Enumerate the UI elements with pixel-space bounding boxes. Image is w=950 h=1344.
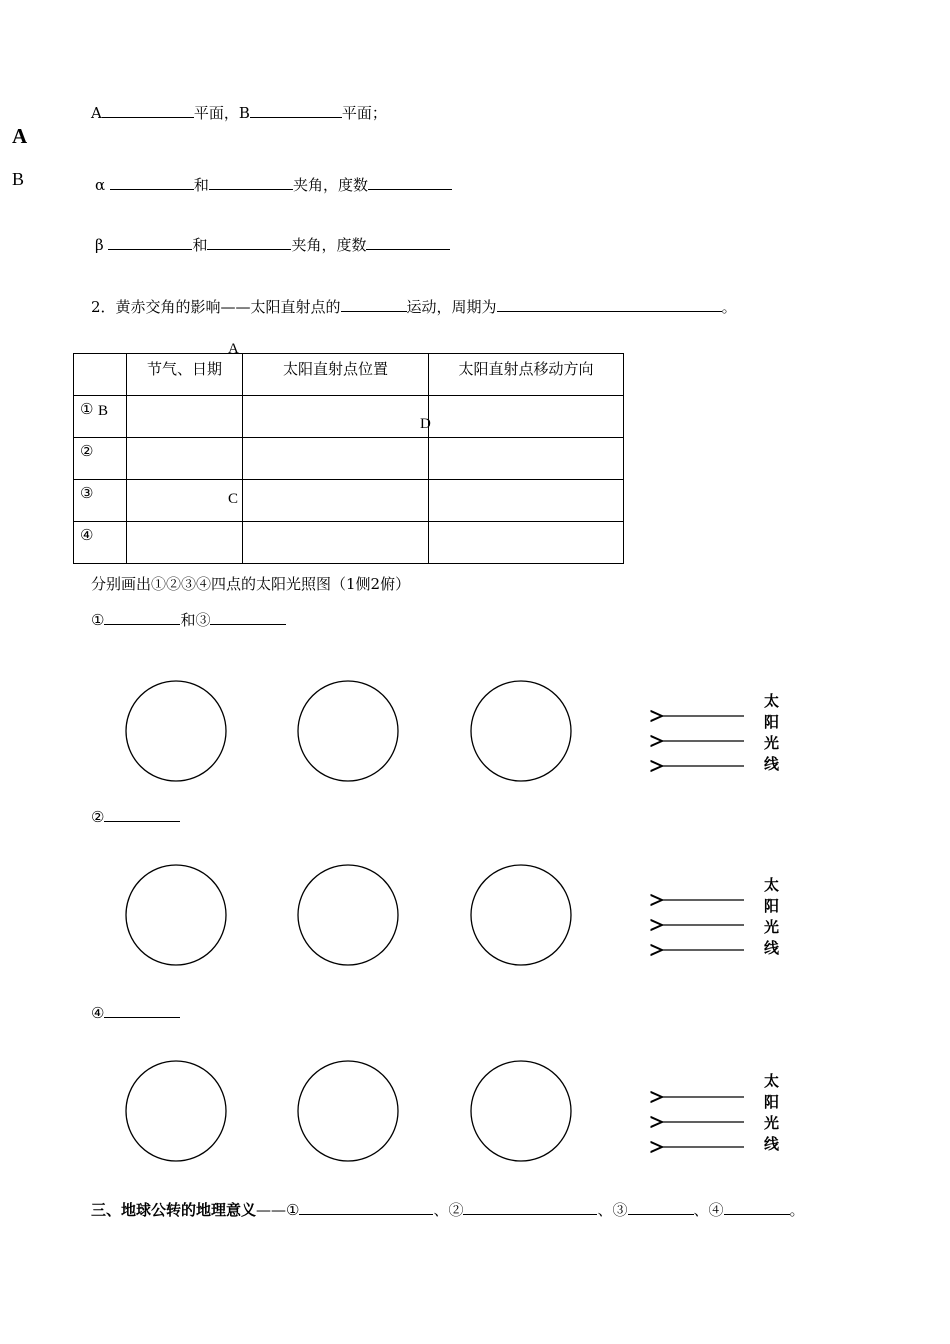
table-header-cell: 太阳直射点位置 <box>243 354 429 396</box>
earth-circle[interactable] <box>471 681 571 781</box>
earth-circle[interactable] <box>126 865 226 965</box>
significance-blank-1[interactable] <box>299 1199 433 1215</box>
plane-b-suffix: 平面； <box>341 104 387 122</box>
sunlight-char: 太 <box>764 876 780 894</box>
plane-a-prefix: A <box>91 104 102 122</box>
sunlight-char: 线 <box>764 755 780 773</box>
row-number: ③ <box>74 480 127 522</box>
q2-end: 。 <box>721 298 737 316</box>
q2-middle: 运动，周期为 <box>406 298 497 316</box>
section-3 <box>91 1199 805 1220</box>
table-header-cell: 太阳直射点移动方向 <box>429 354 624 396</box>
q2-text: 2．黄赤交角的影响——太阳直射点的 <box>91 298 341 316</box>
earth-circle[interactable] <box>126 1061 226 1161</box>
sunlight-label <box>764 691 779 775</box>
overlay-letter-c: C <box>228 491 239 507</box>
table-header-cell: 节气、日期 <box>127 354 243 396</box>
earth-circle[interactable] <box>126 681 226 781</box>
sunlight-char: 太 <box>764 692 780 710</box>
section3-dash: ——① <box>256 1201 300 1219</box>
section3-sep2: 、② <box>433 1201 464 1219</box>
sunlight-char: 阳 <box>764 1093 780 1111</box>
sunlight-char: 阳 <box>764 713 780 731</box>
overlay-letter-a: A <box>228 341 239 357</box>
significance-blank-2[interactable] <box>463 1199 597 1215</box>
row-number: ② <box>74 438 127 480</box>
beta-symbol: β <box>95 236 104 254</box>
sunlight-char: 线 <box>764 939 780 957</box>
margin-label-a: A <box>12 124 28 148</box>
row-number: ① <box>74 396 127 438</box>
earth-circle[interactable] <box>298 1061 398 1161</box>
overlay-letter-b: B <box>98 403 109 419</box>
section3-title: 三、地球公转的地理意义 <box>91 1201 257 1219</box>
significance-blank-4[interactable] <box>724 1199 790 1215</box>
earth-circle[interactable] <box>298 865 398 965</box>
section3-sep3: 、③ <box>597 1201 628 1219</box>
margin-label-b: B <box>12 169 25 189</box>
group2-number: ② <box>91 808 105 826</box>
plane-a-suffix: 平面，B <box>193 104 250 122</box>
beta-angle-label: 夹角，度数 <box>291 236 367 254</box>
sunlight-label <box>764 1071 779 1155</box>
sunlight-label <box>764 875 779 959</box>
alpha-angle-label: 夹角，度数 <box>292 176 368 194</box>
earth-circle[interactable] <box>298 681 398 781</box>
sunlight-char: 线 <box>764 1135 780 1153</box>
group3-number: ④ <box>91 1004 105 1022</box>
significance-blank-3[interactable] <box>628 1199 694 1215</box>
group1-first: ① <box>91 611 105 629</box>
section3-sep4: 、④ <box>693 1201 724 1219</box>
sunlight-char: 光 <box>764 918 780 936</box>
sunlight-char: 阳 <box>764 897 780 915</box>
sunlight-char: 光 <box>764 1114 780 1132</box>
sunlight-char: 太 <box>764 1072 780 1090</box>
sunlight-char: 光 <box>764 734 780 752</box>
draw-instruction: 分别画出①②③④四点的太阳光照图（1侧2俯） <box>91 575 411 593</box>
alpha-symbol: α <box>95 176 106 194</box>
earth-circle[interactable] <box>471 1061 571 1161</box>
alpha-and: 和 <box>193 176 209 194</box>
section3-end: 。 <box>789 1201 805 1219</box>
earth-circle[interactable] <box>471 865 571 965</box>
group1-and: 和③ <box>180 611 211 629</box>
overlay-letter-d: D <box>420 416 431 432</box>
row-number: ④ <box>74 522 127 564</box>
beta-and: 和 <box>192 236 208 254</box>
